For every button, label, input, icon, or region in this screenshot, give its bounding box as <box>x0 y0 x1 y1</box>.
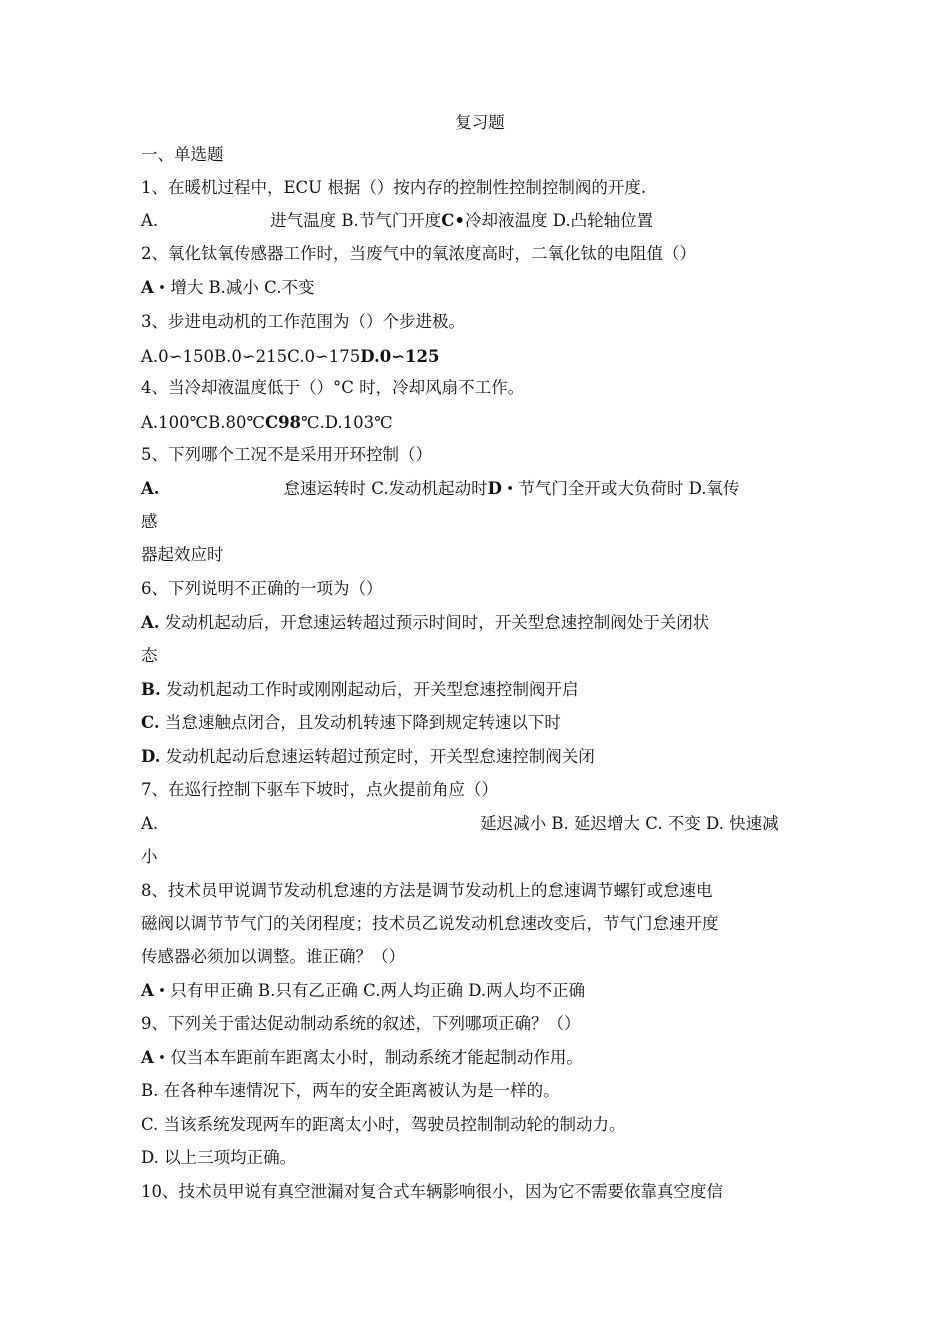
option-text: 增大 B.减小 C.不变 <box>170 278 315 297</box>
page-title: 复习题 <box>455 113 505 132</box>
question-1-options <box>141 209 653 233</box>
option-b-label: B. <box>141 680 161 699</box>
option-text: A.0∽150B.0∽215C.0∽175 <box>141 347 361 366</box>
option-text: 进气温度 B.节气门开度 <box>270 211 442 230</box>
question-9-stem: 9、下列关于雷达促动制动系统的叙述，下列哪项正确？（） <box>141 1014 581 1033</box>
option-a-label: A. <box>141 479 160 498</box>
question-8-options <box>141 979 585 1003</box>
option-text: 节气门全开或大负荷时 D.氧传 <box>518 479 740 498</box>
option-text: 只有甲正确 B.只有乙正确 C.两人均正确 D.两人均不正确 <box>170 981 586 1000</box>
question-5-options <box>141 477 740 501</box>
section-heading: 一、单选题 <box>141 145 224 164</box>
question-8-stem-line: 8、技术员甲说调节发动机怠速的方法是调节发动机上的怠速调节螺钉或怠速电 <box>141 881 713 900</box>
option-text: 延迟减小 B. 延迟增大 C. 不变 D. 快速减 <box>480 814 779 833</box>
question-10-stem: 10、技术员甲说有真空泄漏对复合式车辆影响很小，因为它不需要依靠真空度信 <box>141 1182 723 1201</box>
option-a-label: A. <box>141 211 159 230</box>
option-text: 怠速运转时 C.发动机起动时 <box>283 479 488 498</box>
question-3-options <box>141 345 439 369</box>
option-c-label: C• <box>441 211 465 230</box>
option-d-label: D.0∽125 <box>360 347 440 366</box>
option-c-label: C. <box>141 713 160 732</box>
option-d-label: D・ <box>487 479 519 498</box>
question-7-options <box>141 812 779 836</box>
question-2-options <box>141 276 314 300</box>
option-text: 冷却液温度 D.凸轮轴位置 <box>464 211 654 230</box>
question-5-stem: 5、下列哪个工况不是采用开环控制（） <box>141 445 432 464</box>
question-5-wrap: 器起效应时 <box>141 545 224 564</box>
question-9-option-a <box>141 1046 583 1070</box>
question-3-stem: 3、步进电动机的工作范围为（）个步进极。 <box>141 312 465 331</box>
question-2-stem: 2、氧化钛氧传感器工作时，当废气中的氧浓度高时，二氧化钛的电阻值（） <box>141 244 696 263</box>
question-7-wrap: 小 <box>141 847 158 866</box>
question-4-stem: 4、当冷却液温度低于（）°C 时，冷却风扇不工作。 <box>141 378 525 397</box>
question-8-stem-line: 传感器必须加以调整。谁正确？（） <box>141 947 405 966</box>
question-8-stem-line: 磁阀以调节节气门的关闭程度；技术员乙说发动机怠速改变后，节气门怠速开度 <box>141 914 719 933</box>
question-6-stem: 6、下列说明不正确的一项为（） <box>141 579 383 598</box>
question-6-option-b <box>141 678 578 702</box>
question-6-option-c <box>141 711 561 735</box>
question-6-option-a <box>141 611 709 635</box>
option-a-label: A・ <box>141 278 171 297</box>
option-text: 当怠速触点闭合，且发动机转速下降到规定转速以下时 <box>164 713 561 732</box>
option-text: A.100℃B.80℃ <box>141 413 265 432</box>
question-9-option-d: D. 以上三项均正确。 <box>141 1148 297 1167</box>
question-9-option-c: C. 当该系统发现两车的距离太小时，驾驶员控制制动轮的制动力。 <box>141 1115 626 1134</box>
question-9-option-b: B. 在各种车速情况下，两车的安全距离被认为是一样的。 <box>141 1081 560 1100</box>
option-a-label: A. <box>141 814 159 833</box>
option-a-label: A. <box>141 613 160 632</box>
option-text: ℃.D.103℃ <box>301 413 393 432</box>
option-text: 仅当本车距前车距离太小时，制动系统才能起制动作用。 <box>170 1048 583 1067</box>
option-text: 发动机起动工作时或刚刚起动后，开关型怠速控制阀开启 <box>165 680 579 699</box>
option-text: 发动机起动后怠速运转超过预定时，开关型怠速控制阀关闭 <box>165 747 595 766</box>
question-4-options <box>141 411 393 435</box>
question-7-stem: 7、在巡行控制下驱车下坡时，点火提前角应（） <box>141 780 498 799</box>
option-a-label: A・ <box>141 981 171 1000</box>
question-1-stem: 1、在暖机过程中，ECU 根据（）按内存的控制性控制控制阀的开度. <box>141 178 647 197</box>
option-d-label: D. <box>141 747 161 766</box>
option-text: 发动机起动后，开怠速运转超过预示时间时，开关型怠速控制阀处于关闭状 <box>164 613 710 632</box>
option-a-label: A・ <box>141 1048 171 1067</box>
question-6-wrap: 态 <box>141 646 158 665</box>
question-6-option-d <box>141 745 595 769</box>
question-5-wrap: 感 <box>141 512 158 531</box>
option-c-label: C98 <box>264 413 302 432</box>
